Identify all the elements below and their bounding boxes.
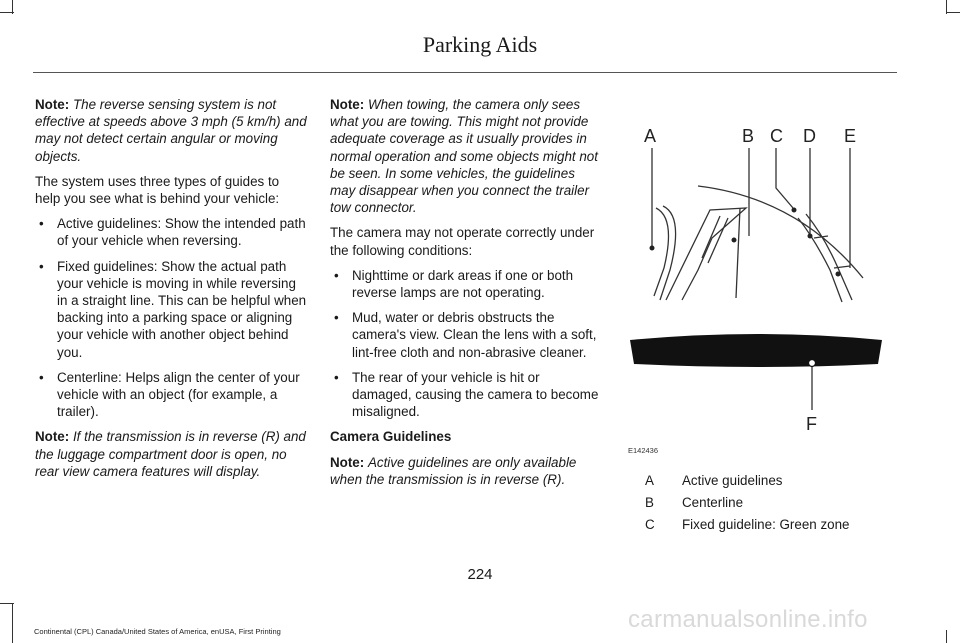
label-d: D bbox=[803, 126, 816, 146]
diagram-legend bbox=[645, 473, 850, 539]
callout-dots bbox=[650, 208, 841, 277]
note-text: When towing, the camera only sees what you are towing. This might not provide adequate coverage as it usually provides in normal operation and some objects might not be seen. In some vehicles, the guidelines may disappear when you connect the trailer tow connector. bbox=[330, 97, 598, 216]
intro-paragraph: The camera may not operate correctly under the following conditions: bbox=[330, 225, 595, 258]
page-title: Parking Aids bbox=[422, 32, 538, 57]
note-text: If the transmission is in reverse (R) and the luggage compartment door is open, no rear view camera features will display. bbox=[35, 429, 306, 479]
note-label: Note: bbox=[35, 429, 70, 445]
legend-value: Fixed guideline: Green zone bbox=[682, 517, 850, 532]
crop-mark bbox=[12, 603, 13, 643]
crop-mark bbox=[0, 12, 14, 13]
label-f: F bbox=[806, 414, 817, 434]
guide-types-list bbox=[35, 215, 307, 420]
note-text: Active guidelines are only available when the transmission is in reverse (R). bbox=[330, 454, 577, 487]
note-paragraph bbox=[330, 454, 600, 488]
middle-column bbox=[330, 96, 600, 496]
note-paragraph bbox=[35, 428, 307, 480]
note-label: Note: bbox=[35, 97, 70, 112]
note-text: The reverse sensing system is not effective at speeds above 3 mph (5 km/h) and may not detect certain angular or moving objects. bbox=[35, 97, 307, 164]
label-c: C bbox=[770, 126, 783, 146]
rear-bumper bbox=[630, 334, 882, 367]
label-a: A bbox=[644, 126, 657, 146]
list-item: • Centerline: Helps align the center of your vehicle with an object (for example, a trailer). bbox=[35, 369, 307, 421]
legend-row bbox=[645, 495, 850, 517]
watermark: carmanualsonline.info bbox=[628, 606, 868, 633]
footer-text: Continental (CPL) Canada/United States of America, enUSA, First Printing bbox=[34, 627, 281, 636]
guideline-drawing bbox=[652, 148, 863, 410]
legend-key: A bbox=[645, 473, 654, 488]
legend-value: Active guidelines bbox=[682, 473, 783, 488]
crop-mark bbox=[946, 630, 947, 643]
conditions-list bbox=[330, 267, 600, 421]
label-b: B bbox=[742, 126, 755, 146]
legend-value: Centerline bbox=[682, 495, 744, 510]
list-item: • Nighttime or dark areas if one or both reverse lamps are not operating. bbox=[330, 267, 600, 301]
label-e: E bbox=[844, 126, 857, 146]
intro-paragraph: The system uses three types of guides to help you see what is behind your vehicle: bbox=[35, 173, 280, 207]
note-paragraph bbox=[35, 96, 307, 165]
camera-guidelines-diagram bbox=[628, 118, 890, 458]
crop-mark bbox=[946, 12, 960, 13]
legend-key: B bbox=[645, 495, 654, 510]
list-item: • Active guidelines: Show the intended path of your vehicle when reversing. bbox=[35, 215, 307, 249]
page-number: 224 bbox=[467, 566, 493, 583]
legend-key: C bbox=[645, 517, 655, 532]
section-heading: Camera Guidelines bbox=[330, 429, 452, 445]
list-item: • Fixed guidelines: Show the actual path your vehicle is moving in while reversing in a straight line. This can be helpful when backing into a parking space or aligning your vehicle with another object behind you. bbox=[35, 258, 307, 361]
note-label: Note: bbox=[330, 97, 365, 112]
crop-mark bbox=[0, 603, 14, 604]
legend-row bbox=[645, 473, 850, 495]
legend-row bbox=[645, 517, 850, 539]
note-label: Note: bbox=[330, 454, 365, 470]
header-divider bbox=[33, 72, 897, 73]
note-paragraph bbox=[330, 96, 600, 216]
figure-id: E142436 bbox=[628, 446, 659, 455]
left-column bbox=[35, 96, 307, 488]
list-item: • Mud, water or debris obstructs the camera's view. Clean the lens with a soft, lint-free cloth and non-abrasive cleaner. bbox=[330, 309, 600, 361]
list-item: • The rear of your vehicle is hit or damaged, causing the camera to become misaligned. bbox=[330, 369, 600, 421]
